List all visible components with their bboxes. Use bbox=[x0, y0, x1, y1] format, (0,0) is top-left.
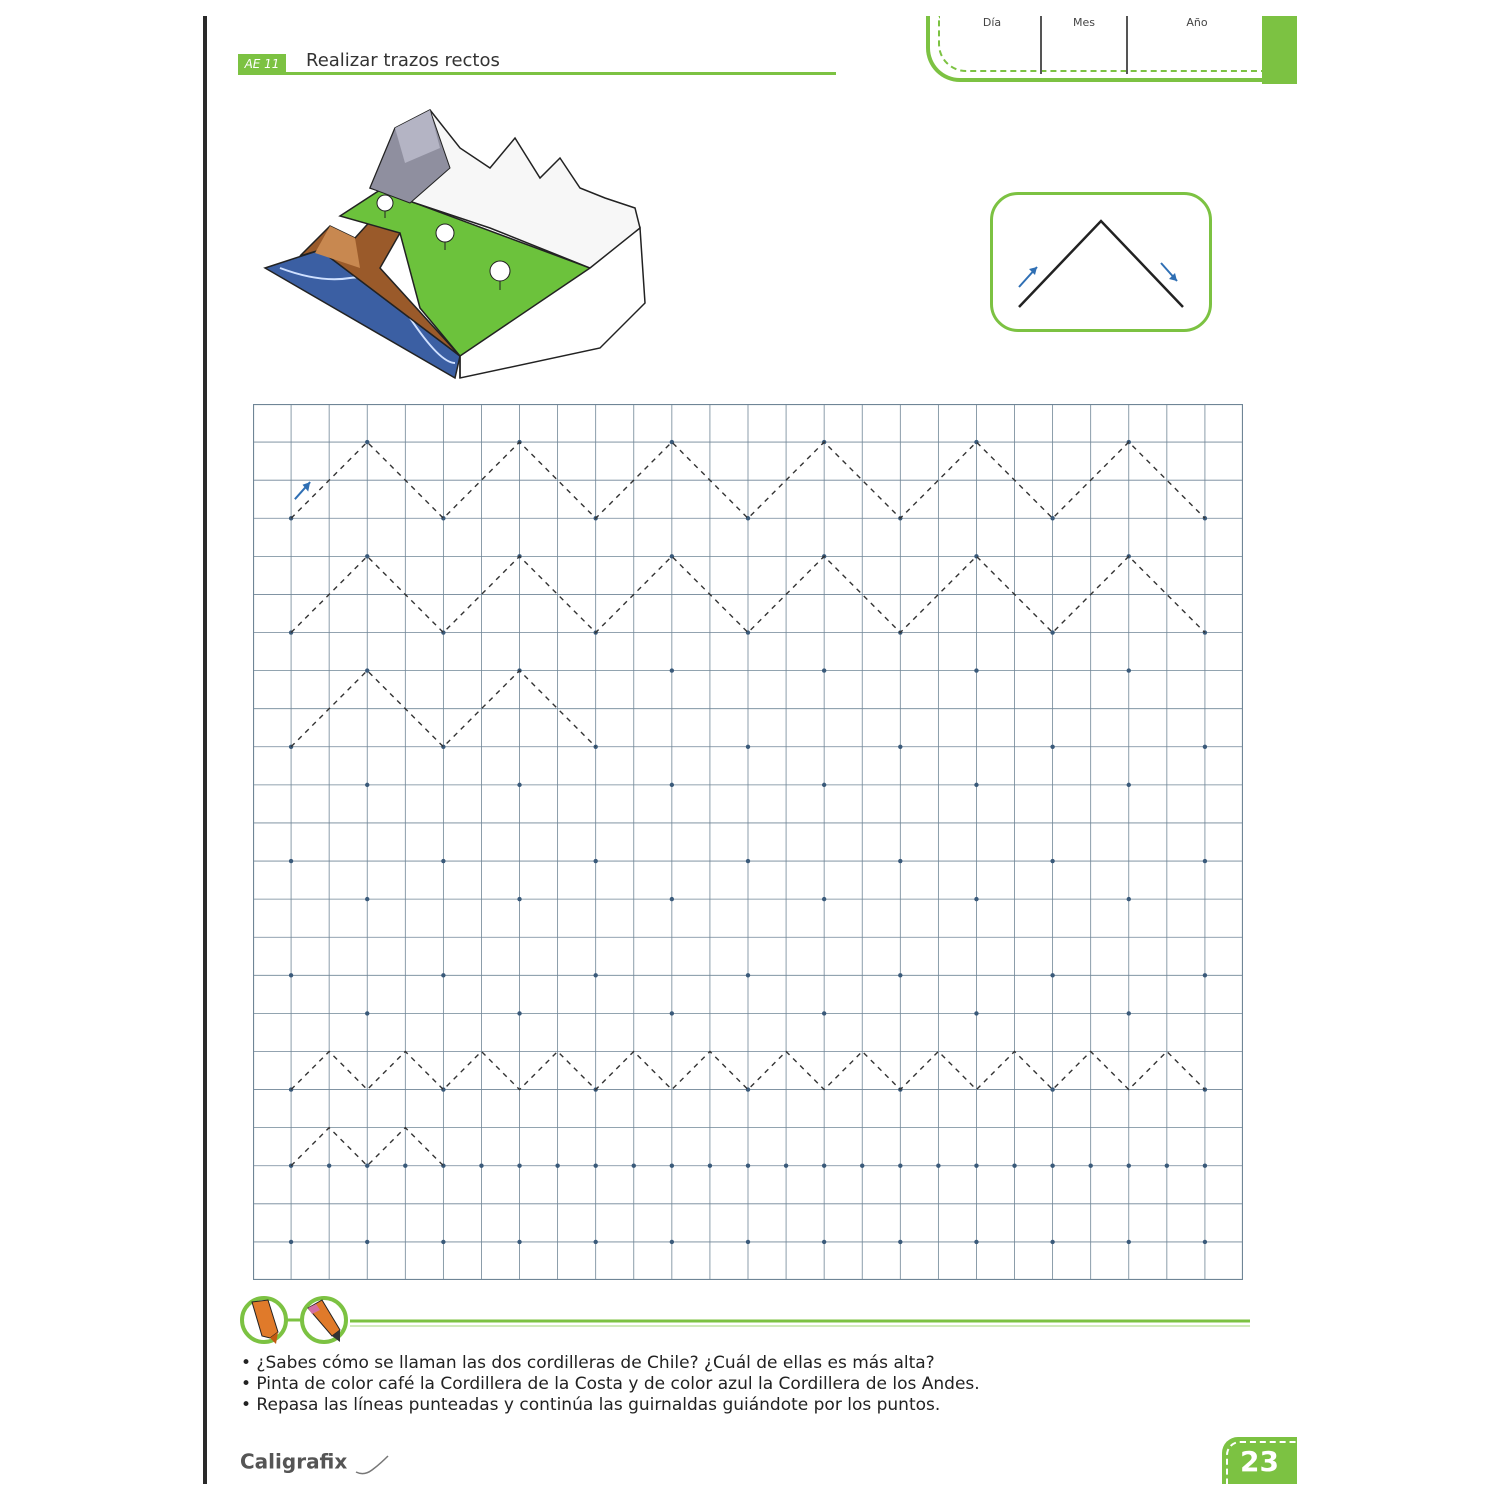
guide-dot bbox=[479, 1164, 483, 1168]
guide-dot bbox=[746, 1164, 750, 1168]
mountain-illustration bbox=[260, 108, 650, 383]
date-day-field[interactable] bbox=[944, 16, 1040, 72]
guide-dot bbox=[1203, 973, 1207, 977]
guide-dot bbox=[365, 1164, 369, 1168]
guide-dot bbox=[403, 1164, 407, 1168]
guide-dot bbox=[1127, 1011, 1131, 1015]
brand-name: Caligrafix bbox=[240, 1449, 348, 1474]
stroke-model-box bbox=[990, 192, 1212, 332]
pencil-scribble-icon bbox=[354, 1448, 394, 1478]
practice-grid[interactable] bbox=[253, 404, 1243, 1280]
activity-badge: AE 11 bbox=[238, 54, 286, 74]
guide-dot bbox=[517, 1011, 521, 1015]
green-side-tab bbox=[1262, 16, 1297, 84]
guide-dot bbox=[974, 1011, 978, 1015]
activity-header bbox=[238, 50, 836, 76]
guide-dot bbox=[365, 1240, 369, 1244]
guide-dot bbox=[441, 859, 445, 863]
guide-dot bbox=[822, 1240, 826, 1244]
guide-dot bbox=[593, 1164, 597, 1168]
date-box bbox=[926, 16, 1270, 82]
guide-dot bbox=[898, 973, 902, 977]
guide-dot bbox=[1050, 973, 1054, 977]
guide-dot bbox=[517, 1240, 521, 1244]
guide-dot bbox=[784, 1164, 788, 1168]
date-year-label: Año bbox=[1186, 16, 1208, 29]
guide-dot bbox=[441, 973, 445, 977]
brand-logo bbox=[240, 1448, 394, 1478]
guide-dot bbox=[593, 973, 597, 977]
guide-dot bbox=[898, 1240, 902, 1244]
guide-dot bbox=[746, 859, 750, 863]
guide-dot bbox=[365, 897, 369, 901]
guide-dot bbox=[1050, 1164, 1054, 1168]
guide-dot bbox=[365, 668, 369, 672]
guide-dot bbox=[670, 897, 674, 901]
guide-dot bbox=[898, 745, 902, 749]
guide-dot bbox=[746, 973, 750, 977]
activity-title: Realizar trazos rectos bbox=[306, 50, 500, 71]
guide-dot bbox=[632, 1164, 636, 1168]
arrow-down-icon bbox=[1161, 263, 1177, 281]
guide-dot bbox=[327, 1164, 331, 1168]
date-month-label: Mes bbox=[1073, 16, 1095, 29]
guide-dot bbox=[1203, 1164, 1207, 1168]
guide-dot bbox=[1050, 745, 1054, 749]
instructions bbox=[241, 1353, 1141, 1416]
guide-dot bbox=[670, 783, 674, 787]
guide-dot bbox=[974, 897, 978, 901]
guide-dot bbox=[1012, 1164, 1016, 1168]
guide-dot bbox=[289, 859, 293, 863]
guide-dot bbox=[822, 668, 826, 672]
pencil-icon bbox=[302, 1298, 346, 1342]
date-month-field[interactable] bbox=[1042, 16, 1126, 72]
guide-dot bbox=[1050, 1240, 1054, 1244]
guide-dot bbox=[974, 1240, 978, 1244]
guide-dot bbox=[555, 1164, 559, 1168]
date-day-label: Día bbox=[982, 16, 1002, 29]
guide-dot bbox=[822, 1011, 826, 1015]
date-year-field[interactable] bbox=[1128, 16, 1266, 72]
guide-dot bbox=[517, 897, 521, 901]
guide-dot bbox=[1127, 1240, 1131, 1244]
guide-dot bbox=[746, 745, 750, 749]
guide-dot bbox=[974, 1164, 978, 1168]
guide-dot bbox=[1165, 1164, 1169, 1168]
instruction-line: • ¿Sabes cómo se llaman las dos cordilleras de Chile? ¿Cuál de ellas es más alta? bbox=[241, 1353, 935, 1373]
guide-dot bbox=[670, 1240, 674, 1244]
guide-dot bbox=[593, 859, 597, 863]
instruction-line: • Repasa las líneas punteadas y continúa las guirnaldas guiándote por los puntos. bbox=[241, 1395, 941, 1415]
guide-dot bbox=[365, 1011, 369, 1015]
guide-dot bbox=[822, 897, 826, 901]
guide-dot bbox=[822, 1164, 826, 1168]
crayon-icon bbox=[242, 1298, 286, 1344]
guide-dot bbox=[746, 1240, 750, 1244]
guide-dot bbox=[1088, 1164, 1092, 1168]
guide-dot bbox=[1127, 668, 1131, 672]
page-number-tab bbox=[1222, 1437, 1297, 1484]
guide-dot bbox=[860, 1164, 864, 1168]
guide-dot bbox=[974, 783, 978, 787]
title-underline bbox=[238, 72, 836, 75]
arrow-up-icon bbox=[1019, 267, 1037, 287]
page-binding-edge bbox=[203, 16, 207, 1484]
instruction-line: • Pinta de color café la Cordillera de la Costa y de color azul la Cordillera de los Andes. bbox=[241, 1374, 980, 1394]
guide-dot bbox=[441, 1240, 445, 1244]
guide-dot bbox=[365, 554, 369, 558]
guide-dot bbox=[974, 668, 978, 672]
guide-dot bbox=[1050, 859, 1054, 863]
guide-dot bbox=[936, 1164, 940, 1168]
guide-dot bbox=[670, 1164, 674, 1168]
guide-dot bbox=[289, 1240, 293, 1244]
guide-dot bbox=[898, 1164, 902, 1168]
guide-dot bbox=[708, 1164, 712, 1168]
guide-dot bbox=[289, 973, 293, 977]
page-number: 23 bbox=[1240, 1445, 1279, 1478]
guide-dot bbox=[1203, 859, 1207, 863]
guide-dot bbox=[670, 668, 674, 672]
guide-dot bbox=[670, 1011, 674, 1015]
guide-dot bbox=[1127, 897, 1131, 901]
guide-dot bbox=[1203, 745, 1207, 749]
instructions-divider bbox=[240, 1292, 1250, 1348]
guide-dot bbox=[517, 1164, 521, 1168]
guide-dot bbox=[822, 783, 826, 787]
model-stroke bbox=[1019, 221, 1183, 307]
guide-dot bbox=[1203, 1240, 1207, 1244]
guide-dot bbox=[517, 783, 521, 787]
guide-dot bbox=[365, 440, 369, 444]
guide-dot bbox=[365, 783, 369, 787]
guide-dot bbox=[1127, 783, 1131, 787]
guide-dot bbox=[898, 859, 902, 863]
guide-dot bbox=[593, 1240, 597, 1244]
guide-dot bbox=[1127, 1164, 1131, 1168]
